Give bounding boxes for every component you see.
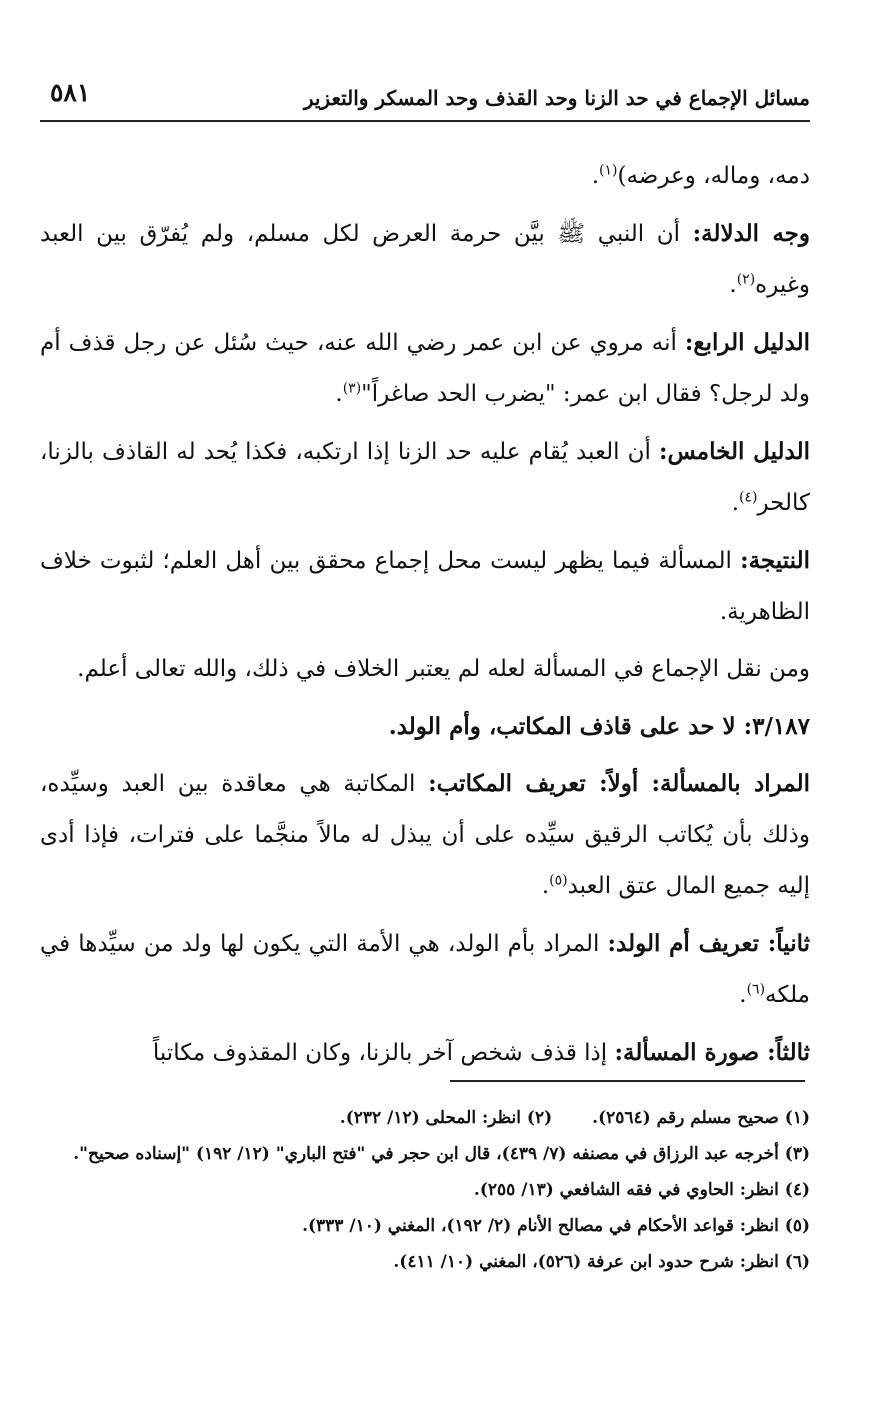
paragraph-tail: . [541,873,550,899]
paragraph [40,644,810,695]
footnote-ref: (٥) [549,872,568,889]
paragraph [40,208,810,311]
footnote-ref: (١) [599,162,618,179]
footnote-ref: (٦) [746,981,766,998]
footnote-separator [450,1080,805,1082]
paragraph-lead: ثانياً: تعريف أم الولد: [607,930,810,957]
footnote-ref: (٢) [736,271,756,288]
paragraph [40,317,810,420]
paragraph-tail: . [739,982,747,1008]
footnote-5: (٥) انظر: قواعد الأحكام في مصالح الأنام (٢/ ١٩٢)، المغني (١٠/ ٣٣٣). [302,1216,810,1236]
paragraph-text: المسألة فيما يظهر ليست محل إجماع محقق بين أهل العلم؛ لثبوت خلاف الظاهرية. [40,548,810,625]
section-heading: ٣/١٨٧: لا حد على قاذف المكاتب، وأم الولد. [388,713,810,740]
paragraph [40,758,810,912]
page-header [40,72,810,122]
paragraph-lead: النتيجة: [740,547,810,574]
paragraph-text: دمه، وماله، وعرضه) [617,163,810,189]
footnote-3: (٣) أخرجه عبد الرزاق في مصنفه (٧/ ٤٣٩)، قال ابن حجر في "فتح الباري" (١٢/ ١٩٢) "إسناده صحيح". [73,1144,810,1164]
paragraph-text: ومن نقل الإجماع في المسألة لعله لم يعتبر الخلاف في ذلك، والله تعالى أعلم. [77,656,810,682]
running-title: مسائل الإجماع في حد الزنا وحد القذف وحد المسكر والتعزير [303,86,810,110]
paragraph-text: أن العبد يُقام عليه حد الزنا إذا ارتكبه، فكذا يُحد له القاذف بالزنا، كالحر [40,439,810,516]
paragraph-lead: ثالثاً: صورة المسألة: [614,1039,810,1066]
page-number: ٥٨١ [50,78,91,107]
paragraph [40,1027,810,1079]
paragraph-lead: الدليل الرابع: [684,329,810,356]
paragraph-text: إذا قذف شخص آخر بالزنا، وكان المقذوف مكاتباً [152,1040,615,1066]
paragraph [40,150,810,202]
paragraph-tail: . [731,490,740,516]
footnote-4: (٤) انظر: الحاوي في فقه الشافعي (١٣/ ٢٥٥). [473,1180,810,1200]
paragraph-lead: وجه الدلالة: [692,220,810,247]
paragraph-tail: . [591,163,600,189]
paragraph [40,535,810,638]
paragraph-text: أنه مروي عن ابن عمر رضي الله عنه، حيث سُئل عن رجل قذف أم ولد لرجل؟ فقال ابن عمر: "يضرب الحد صاغراً" [40,330,810,407]
paragraph-text: المكاتبة هي معاقدة بين العبد وسيِّده، وذلك بأن يُكاتب الرقيق سيِّده على أن يبذل له مالاً منجَّما على فترات، فإذا أدى إليه جميع المال عتق العبد [40,771,810,899]
paragraph-lead: المراد بالمسألة: أولاً: تعريف المكاتب: [428,770,811,797]
footnote-ref: (٤) [739,489,758,506]
footnote-row [40,1100,810,1136]
paragraph-tail: . [335,381,343,407]
paragraph-text: المراد بأم الولد، هي الأمة التي يكون لها ولد من سيِّدها في ملكه [40,931,810,1008]
footnote-ref: (٣) [342,380,362,397]
main-text [40,150,810,1085]
paragraph [40,426,810,529]
paragraph-tail: . [729,272,737,298]
paragraph-text: أن النبي ﷺ بيَّن حرمة العرض لكل مسلم، ولم يُفرّق بين العبد وغيره [40,221,810,298]
paragraph [40,918,810,1021]
footnote-1: (١) صحيح مسلم رقم (٢٥٦٤). [592,1108,810,1128]
footnotes [40,1100,810,1280]
footnote-6: (٦) انظر: شرح حدود ابن عرفة (٥٢٦)، المغني (١٠/ ٤١١). [393,1252,810,1272]
footnote-2: (٢) انظر: المحلى (١٢/ ٢٣٢). [339,1108,553,1128]
paragraph-lead: الدليل الخامس: [658,438,811,465]
